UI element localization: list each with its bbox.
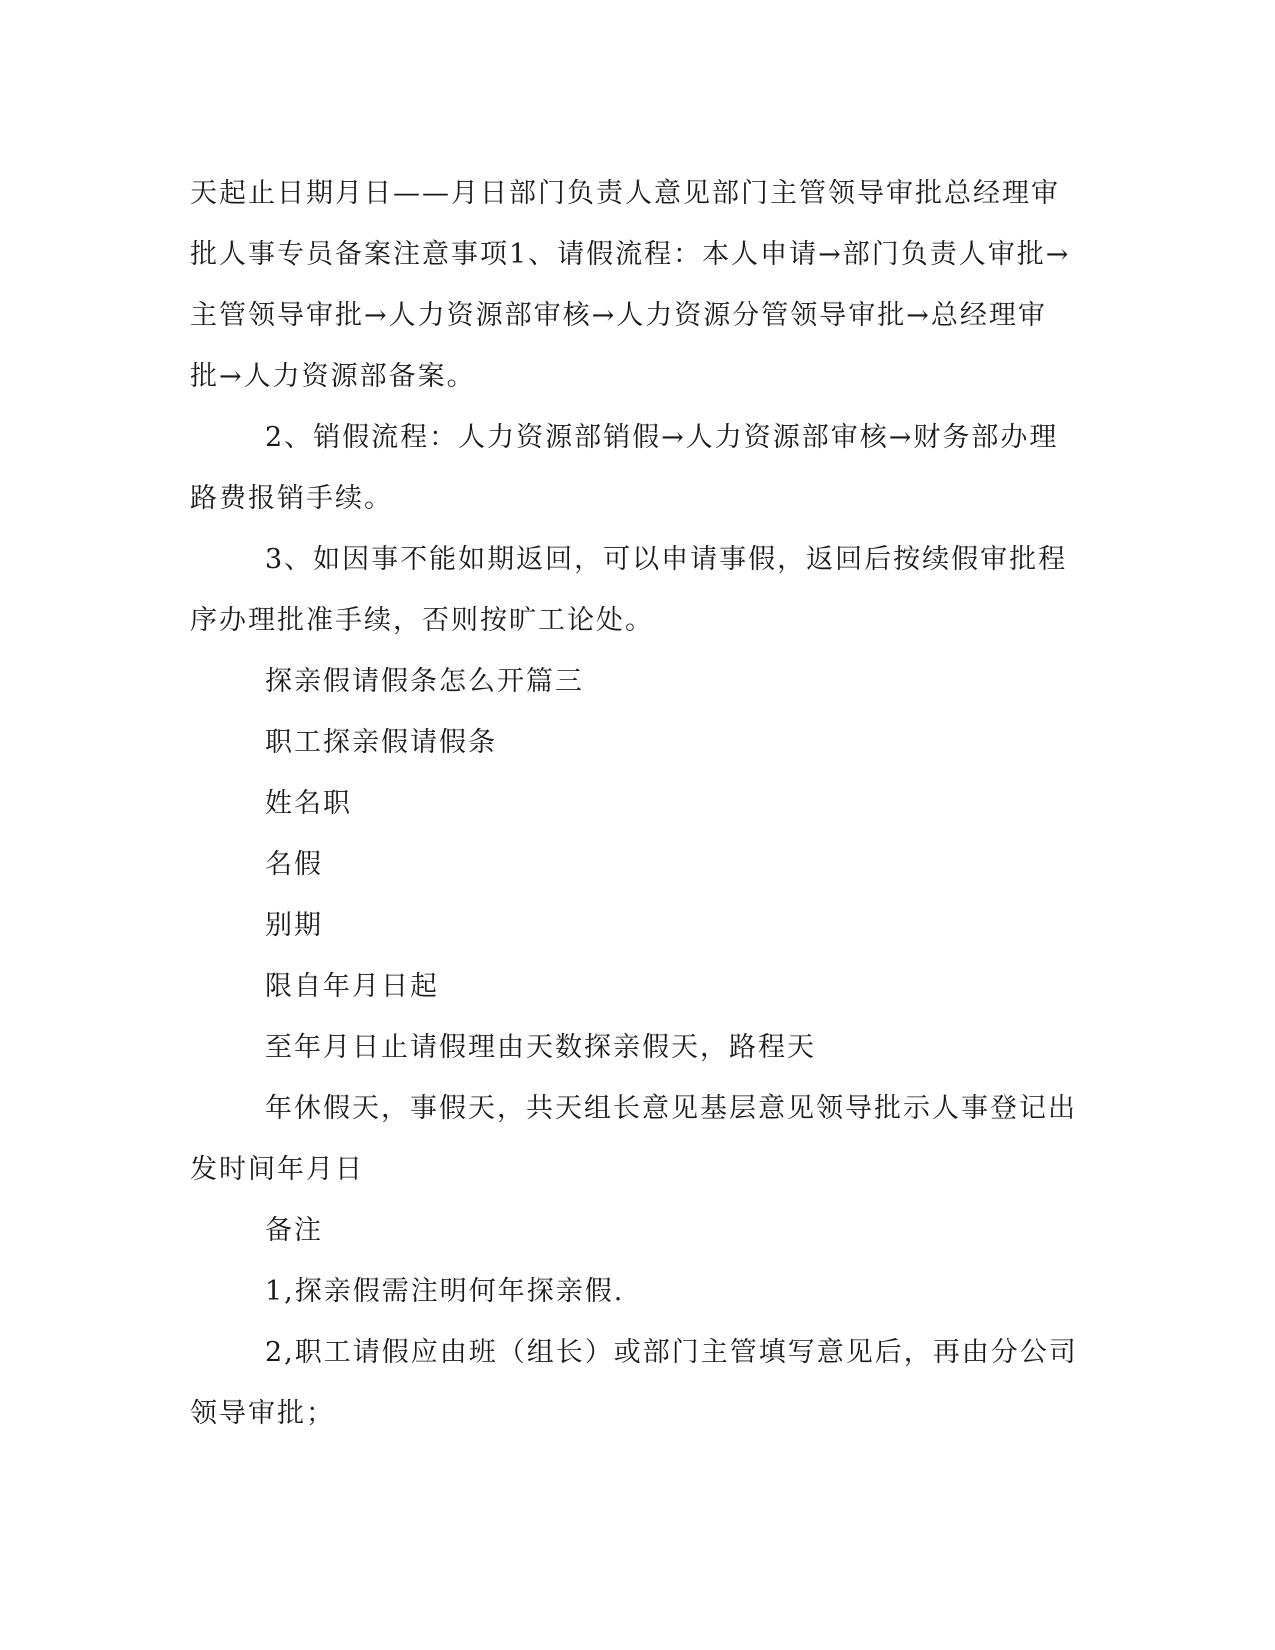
text-line: 发时间年月日 [190, 1154, 364, 1185]
document-body [190, 163, 1080, 1444]
text-line: 2,职工请假应由班（组长）或部门主管填写意见后，再由分公司 [265, 1337, 1078, 1368]
text-line: 姓名职 [265, 788, 352, 819]
text-line: 备注 [265, 1215, 323, 1246]
text-line: 3、如因事不能如期返回，可以申请事假，返回后按续假审批程 [265, 544, 1068, 575]
text-line: 路费报销手续。 [190, 483, 393, 514]
paragraph [190, 712, 1080, 773]
paragraph [190, 1200, 1080, 1261]
text-line: 序办理批准手续，否则按旷工论处。 [190, 605, 654, 636]
paragraph [190, 895, 1080, 956]
paragraph [190, 651, 1080, 712]
text-line: 批→人力资源部备案。 [190, 361, 476, 392]
paragraph [190, 407, 1080, 529]
text-line: 主管领导审批→人力资源部审核→人力资源分管领导审批→总经理审 [190, 300, 1047, 331]
text-line: 批人事专员备案注意事项1、请假流程：本人申请→部门负责人审批→ [190, 239, 1071, 270]
text-line: 职工探亲假请假条 [265, 727, 497, 758]
paragraph [190, 773, 1080, 834]
text-line: 天起止日期月日——月日部门负责人意见部门主管领导审批总经理审 [190, 178, 1060, 209]
text-line: 年休假天，事假天，共天组长意见基层意见领导批示人事登记出 [265, 1093, 1077, 1124]
paragraph [190, 1261, 1080, 1322]
paragraph [190, 1017, 1080, 1078]
text-line: 限自年月日起 [265, 971, 439, 1002]
paragraph [190, 1078, 1080, 1200]
text-line: 至年月日止请假理由天数探亲假天，路程天 [265, 1032, 816, 1063]
paragraph [190, 834, 1080, 895]
paragraph [190, 529, 1080, 651]
paragraph [190, 1322, 1080, 1444]
text-line: 名假 [265, 849, 323, 880]
paragraph [190, 956, 1080, 1017]
text-line: 别期 [265, 910, 323, 941]
text-line: 2、销假流程：人力资源部销假→人力资源部审核→财务部办理 [265, 422, 1059, 453]
text-line: 领导审批； [190, 1398, 335, 1429]
paragraph [190, 163, 1080, 407]
text-line: 1,探亲假需注明何年探亲假. [265, 1276, 625, 1307]
text-line: 探亲假请假条怎么开篇三 [265, 666, 584, 697]
